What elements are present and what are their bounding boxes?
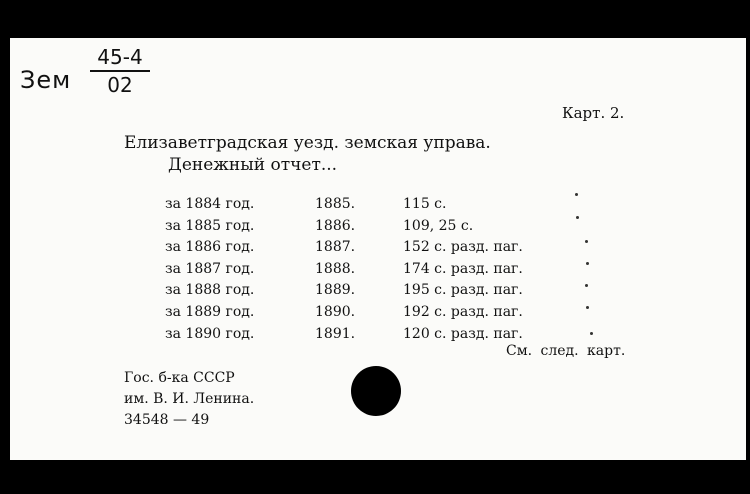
library-dedication: им. В. И. Ленина. [124, 391, 255, 407]
call-number-fraction [90, 46, 150, 96]
report-published: 1889. [315, 282, 356, 299]
dust-speck [590, 332, 593, 335]
report-pages: 115 с. [403, 196, 447, 212]
library-stamp [124, 368, 254, 431]
report-year: за 1886 год. [165, 239, 255, 256]
dust-speck [576, 216, 579, 219]
report-pages: 174 с. разд. паг. [403, 260, 523, 277]
report-year: за 1888 год. [165, 282, 255, 299]
library-inventory-number: 34548 — 49 [124, 412, 210, 428]
dust-speck [586, 262, 589, 265]
card-number: Карт. 2. [562, 104, 625, 122]
card-subtitle: Денежный отчет... [168, 155, 338, 175]
report-pages: 152 с. разд. паг. [403, 239, 523, 256]
report-published: 1891. [315, 325, 356, 342]
report-year: за 1887 год. [165, 260, 255, 277]
report-pages: 192 с. разд. паг. [403, 303, 523, 320]
report-published: 1890. [315, 303, 356, 320]
report-published: 1888. [315, 260, 356, 277]
call-number-denominator: 02 [107, 73, 133, 97]
call-number-numerator: 45-4 [97, 45, 143, 69]
see-next-card: См. след. карт. [506, 343, 626, 359]
report-year: за 1884 год. [165, 196, 255, 212]
dust-speck [575, 193, 578, 196]
report-year: за 1890 год. [165, 325, 255, 342]
report-pages: 195 с. разд. паг. [403, 282, 523, 299]
call-number-prefix: Зем [20, 66, 72, 94]
report-pages: 109, 25 с. [403, 217, 474, 234]
report-pages: 120 с. разд. паг. [403, 325, 523, 342]
fraction-bar [90, 70, 150, 72]
card-punch-hole [351, 366, 401, 416]
dust-speck [585, 284, 588, 287]
dust-speck [585, 240, 588, 243]
library-name: Гос. б-ка СССР [124, 370, 235, 386]
report-year: за 1889 год. [165, 303, 255, 320]
report-year: за 1885 год. [165, 217, 255, 234]
report-published: 1887. [315, 239, 356, 256]
card-title: Елизаветградская уезд. земская управа. [124, 133, 491, 153]
report-published: 1886. [315, 217, 356, 234]
report-published: 1885. [315, 196, 356, 212]
catalog-card [10, 38, 746, 460]
dust-speck [586, 306, 589, 309]
